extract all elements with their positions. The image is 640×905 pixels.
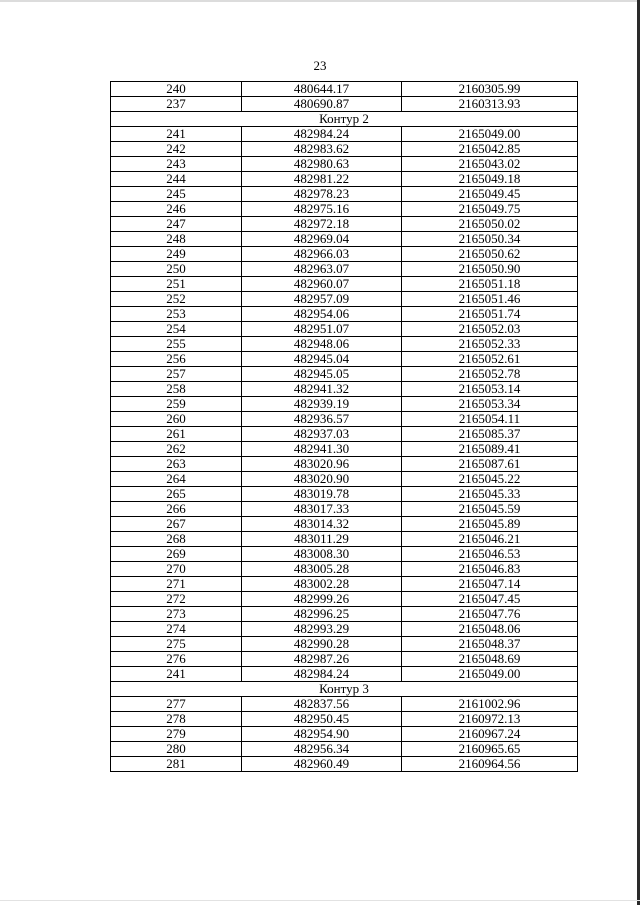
point-number-cell: 246	[111, 202, 242, 217]
y-coordinate-cell: 2165046.83	[402, 562, 578, 577]
table-row	[111, 472, 578, 487]
table-row	[111, 277, 578, 292]
table-row	[111, 187, 578, 202]
point-number-cell: 266	[111, 502, 242, 517]
y-coordinate-cell: 2165048.06	[402, 622, 578, 637]
y-coordinate-cell: 2165052.78	[402, 367, 578, 382]
x-coordinate-cell: 482996.25	[242, 607, 402, 622]
y-coordinate-cell: 2165049.00	[402, 667, 578, 682]
x-coordinate-cell: 482980.63	[242, 157, 402, 172]
x-coordinate-cell: 480690.87	[242, 97, 402, 112]
point-number-cell: 267	[111, 517, 242, 532]
point-number-cell: 250	[111, 262, 242, 277]
point-number-cell: 253	[111, 307, 242, 322]
point-number-cell: 279	[111, 727, 242, 742]
y-coordinate-cell: 2165052.61	[402, 352, 578, 367]
y-coordinate-cell: 2165048.69	[402, 652, 578, 667]
point-number-cell: 277	[111, 697, 242, 712]
point-number-cell: 251	[111, 277, 242, 292]
y-coordinate-cell: 2160965.65	[402, 742, 578, 757]
x-coordinate-cell: 482975.16	[242, 202, 402, 217]
point-number-cell: 244	[111, 172, 242, 187]
point-number-cell: 269	[111, 547, 242, 562]
y-coordinate-cell: 2165089.41	[402, 442, 578, 457]
point-number-cell: 258	[111, 382, 242, 397]
point-number-cell: 271	[111, 577, 242, 592]
y-coordinate-cell: 2160964.56	[402, 757, 578, 772]
point-number-cell: 280	[111, 742, 242, 757]
table-row	[111, 307, 578, 322]
point-number-cell: 241	[111, 667, 242, 682]
y-coordinate-cell: 2165046.53	[402, 547, 578, 562]
x-coordinate-cell: 482941.30	[242, 442, 402, 457]
point-number-cell: 265	[111, 487, 242, 502]
x-coordinate-cell: 482941.32	[242, 382, 402, 397]
table-row	[111, 157, 578, 172]
x-coordinate-cell: 482957.09	[242, 292, 402, 307]
x-coordinate-cell: 483019.78	[242, 487, 402, 502]
y-coordinate-cell: 2165050.62	[402, 247, 578, 262]
coordinates-table	[110, 81, 578, 772]
table-row	[111, 427, 578, 442]
x-coordinate-cell: 482981.22	[242, 172, 402, 187]
y-coordinate-cell: 2165052.03	[402, 322, 578, 337]
x-coordinate-cell: 482936.57	[242, 412, 402, 427]
y-coordinate-cell: 2165043.02	[402, 157, 578, 172]
y-coordinate-cell: 2160305.99	[402, 82, 578, 97]
table-row	[111, 712, 578, 727]
x-coordinate-cell: 482956.34	[242, 742, 402, 757]
table-row	[111, 742, 578, 757]
point-number-cell: 262	[111, 442, 242, 457]
table-row	[111, 412, 578, 427]
page-number: 23	[313, 58, 327, 73]
table-row	[111, 247, 578, 262]
point-number-cell: 240	[111, 82, 242, 97]
table-row	[111, 607, 578, 622]
x-coordinate-cell: 483002.28	[242, 577, 402, 592]
table-row	[111, 727, 578, 742]
y-coordinate-cell: 2165045.22	[402, 472, 578, 487]
table-row	[111, 697, 578, 712]
point-number-cell: 260	[111, 412, 242, 427]
point-number-cell: 268	[111, 532, 242, 547]
section-header-row	[111, 682, 578, 697]
point-number-cell: 273	[111, 607, 242, 622]
point-number-cell: 255	[111, 337, 242, 352]
x-coordinate-cell: 483020.90	[242, 472, 402, 487]
table-row	[111, 322, 578, 337]
x-coordinate-cell: 482999.26	[242, 592, 402, 607]
point-number-cell: 281	[111, 757, 242, 772]
table-row	[111, 457, 578, 472]
x-coordinate-cell: 482983.62	[242, 142, 402, 157]
y-coordinate-cell: 2165051.46	[402, 292, 578, 307]
table-row	[111, 382, 578, 397]
table-row	[111, 502, 578, 517]
coordinates-table-body	[111, 82, 578, 772]
y-coordinate-cell: 2165085.37	[402, 427, 578, 442]
table-row	[111, 217, 578, 232]
y-coordinate-cell: 2165053.34	[402, 397, 578, 412]
y-coordinate-cell: 2165047.76	[402, 607, 578, 622]
table-row	[111, 637, 578, 652]
point-number-cell: 275	[111, 637, 242, 652]
point-number-cell: 249	[111, 247, 242, 262]
point-number-cell: 276	[111, 652, 242, 667]
table-row	[111, 202, 578, 217]
y-coordinate-cell: 2165050.34	[402, 232, 578, 247]
table-row	[111, 562, 578, 577]
y-coordinate-cell: 2165054.11	[402, 412, 578, 427]
table-row	[111, 622, 578, 637]
x-coordinate-cell: 482945.04	[242, 352, 402, 367]
scan-top-edge	[0, 0, 640, 2]
point-number-cell: 248	[111, 232, 242, 247]
y-coordinate-cell: 2165047.45	[402, 592, 578, 607]
point-number-cell: 270	[111, 562, 242, 577]
y-coordinate-cell: 2165053.14	[402, 382, 578, 397]
table-row	[111, 352, 578, 367]
y-coordinate-cell: 2165052.33	[402, 337, 578, 352]
y-coordinate-cell: 2165051.74	[402, 307, 578, 322]
x-coordinate-cell: 482948.06	[242, 337, 402, 352]
y-coordinate-cell: 2165045.33	[402, 487, 578, 502]
table-row	[111, 667, 578, 682]
table-row	[111, 127, 578, 142]
table-row	[111, 652, 578, 667]
point-number-cell: 263	[111, 457, 242, 472]
point-number-cell: 272	[111, 592, 242, 607]
x-coordinate-cell: 482937.03	[242, 427, 402, 442]
point-number-cell: 242	[111, 142, 242, 157]
x-coordinate-cell: 480644.17	[242, 82, 402, 97]
y-coordinate-cell: 2165049.18	[402, 172, 578, 187]
table-row	[111, 262, 578, 277]
y-coordinate-cell: 2165048.37	[402, 637, 578, 652]
point-number-cell: 278	[111, 712, 242, 727]
y-coordinate-cell: 2165042.85	[402, 142, 578, 157]
x-coordinate-cell: 482960.07	[242, 277, 402, 292]
x-coordinate-cell: 482969.04	[242, 232, 402, 247]
table-row	[111, 397, 578, 412]
y-coordinate-cell: 2165046.21	[402, 532, 578, 547]
x-coordinate-cell: 483005.28	[242, 562, 402, 577]
point-number-cell: 256	[111, 352, 242, 367]
x-coordinate-cell: 483008.30	[242, 547, 402, 562]
point-number-cell: 247	[111, 217, 242, 232]
table-row	[111, 517, 578, 532]
table-row	[111, 82, 578, 97]
y-coordinate-cell: 2160313.93	[402, 97, 578, 112]
x-coordinate-cell: 482950.45	[242, 712, 402, 727]
point-number-cell: 241	[111, 127, 242, 142]
x-coordinate-cell: 483014.32	[242, 517, 402, 532]
x-coordinate-cell: 482972.18	[242, 217, 402, 232]
x-coordinate-cell: 482993.29	[242, 622, 402, 637]
point-number-cell: 245	[111, 187, 242, 202]
table-row	[111, 487, 578, 502]
section-label: Контур 3	[111, 682, 578, 697]
table-row	[111, 292, 578, 307]
x-coordinate-cell: 482960.49	[242, 757, 402, 772]
x-coordinate-cell: 483017.33	[242, 502, 402, 517]
y-coordinate-cell: 2165051.18	[402, 277, 578, 292]
y-coordinate-cell: 2165050.02	[402, 217, 578, 232]
x-coordinate-cell: 482954.06	[242, 307, 402, 322]
x-coordinate-cell: 482966.03	[242, 247, 402, 262]
y-coordinate-cell: 2165047.14	[402, 577, 578, 592]
x-coordinate-cell: 482987.26	[242, 652, 402, 667]
point-number-cell: 261	[111, 427, 242, 442]
y-coordinate-cell: 2165045.59	[402, 502, 578, 517]
point-number-cell: 264	[111, 472, 242, 487]
section-header-row	[111, 112, 578, 127]
point-number-cell: 254	[111, 322, 242, 337]
x-coordinate-cell: 482984.24	[242, 667, 402, 682]
x-coordinate-cell: 482945.05	[242, 367, 402, 382]
x-coordinate-cell: 482978.23	[242, 187, 402, 202]
point-number-cell: 243	[111, 157, 242, 172]
y-coordinate-cell: 2165050.90	[402, 262, 578, 277]
table-row	[111, 142, 578, 157]
y-coordinate-cell: 2161002.96	[402, 697, 578, 712]
x-coordinate-cell: 482837.56	[242, 697, 402, 712]
table-row	[111, 172, 578, 187]
x-coordinate-cell: 482963.07	[242, 262, 402, 277]
table-row	[111, 232, 578, 247]
x-coordinate-cell: 482954.90	[242, 727, 402, 742]
y-coordinate-cell: 2165045.89	[402, 517, 578, 532]
y-coordinate-cell: 2165049.75	[402, 202, 578, 217]
table-row	[111, 367, 578, 382]
table-row	[111, 577, 578, 592]
y-coordinate-cell: 2160972.13	[402, 712, 578, 727]
x-coordinate-cell: 483011.29	[242, 532, 402, 547]
table-row	[111, 337, 578, 352]
x-coordinate-cell: 482951.07	[242, 322, 402, 337]
y-coordinate-cell: 2165049.45	[402, 187, 578, 202]
x-coordinate-cell: 482990.28	[242, 637, 402, 652]
x-coordinate-cell: 482939.19	[242, 397, 402, 412]
point-number-cell: 259	[111, 397, 242, 412]
point-number-cell: 237	[111, 97, 242, 112]
y-coordinate-cell: 2160967.24	[402, 727, 578, 742]
point-number-cell: 274	[111, 622, 242, 637]
x-coordinate-cell: 483020.96	[242, 457, 402, 472]
point-number-cell: 252	[111, 292, 242, 307]
section-label: Контур 2	[111, 112, 578, 127]
table-row	[111, 592, 578, 607]
x-coordinate-cell: 482984.24	[242, 127, 402, 142]
table-row	[111, 757, 578, 772]
table-row	[111, 547, 578, 562]
scan-bottom-edge	[0, 900, 640, 901]
table-row	[111, 97, 578, 112]
table-row	[111, 532, 578, 547]
y-coordinate-cell: 2165049.00	[402, 127, 578, 142]
point-number-cell: 257	[111, 367, 242, 382]
table-row	[111, 442, 578, 457]
y-coordinate-cell: 2165087.61	[402, 457, 578, 472]
